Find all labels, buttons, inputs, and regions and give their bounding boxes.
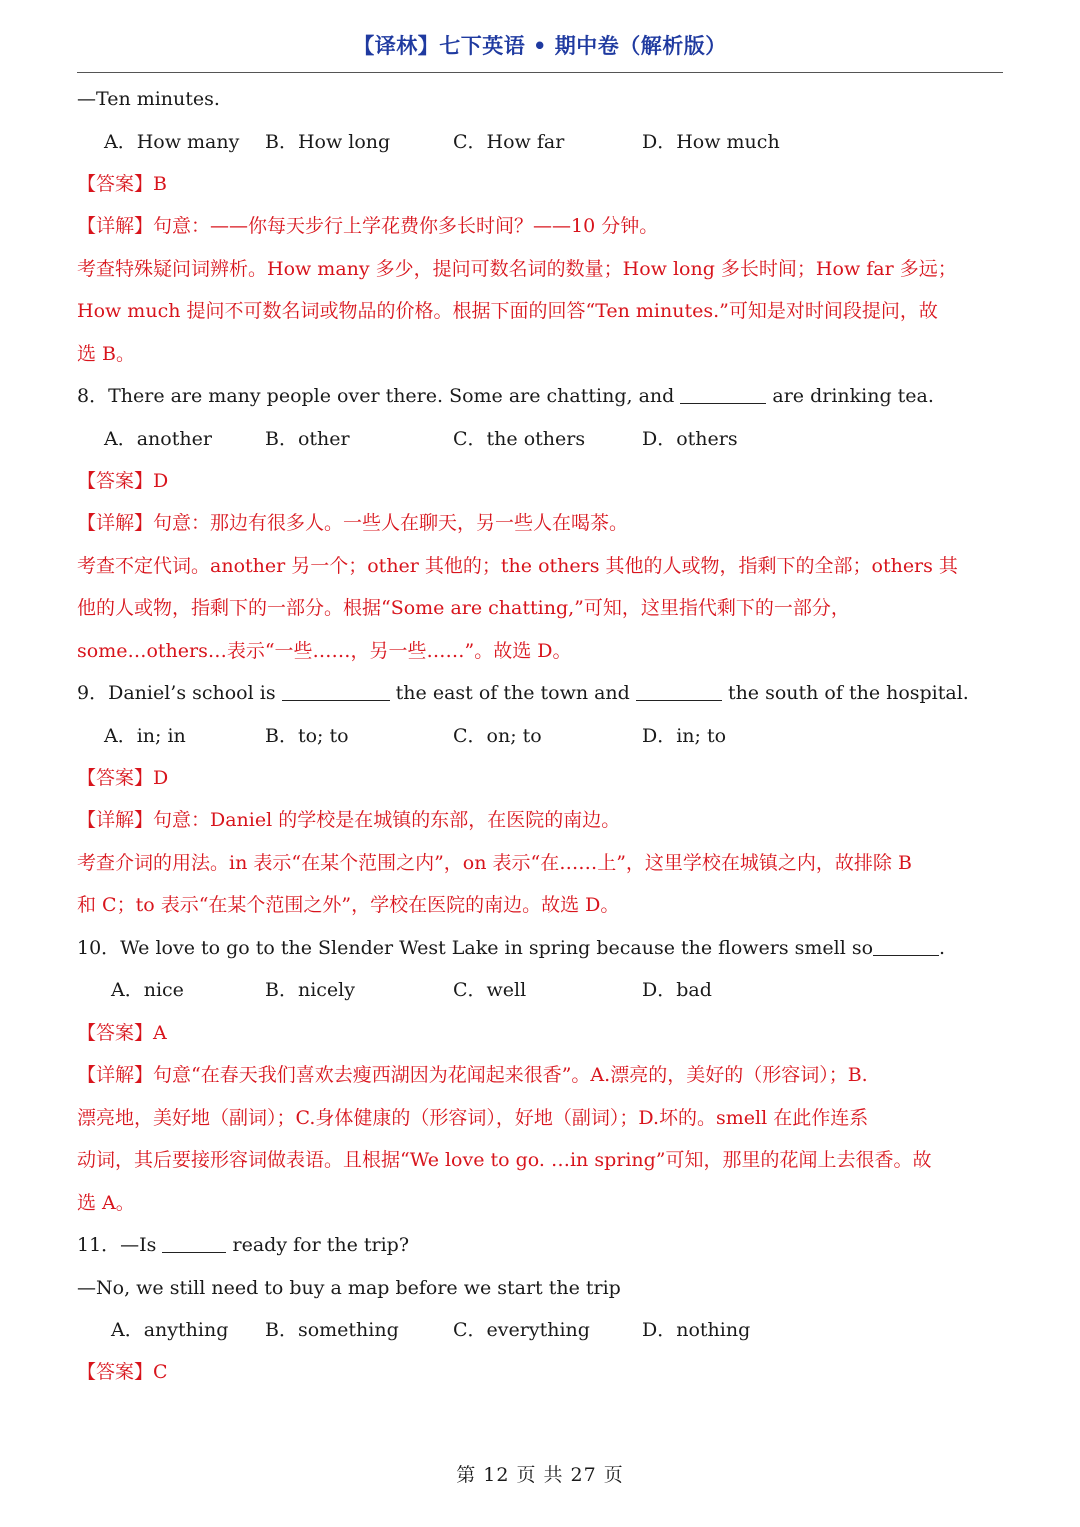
q11-option-c: C．everything [453,1319,590,1341]
q9-option-d: D．in; to [642,725,727,747]
q7-option-b: B．How long [265,131,391,153]
q8-stem [77,383,934,409]
q11-option-d: D．nothing [642,1319,751,1341]
q10-key: 【答案】A [77,1022,167,1044]
q7-answer-line: —Ten minutes. [77,88,220,110]
q7-analysis-line: How much 提问不可数名词或物品的价格。根据下面的回答“Ten minutes.”可知是对时间段提问，故 [77,300,938,322]
q9-analysis-line: 考查介词的用法。in 表示“在某个范围之内”，on 表示“在……上”，这里学校在城镇之内，故排除 B [77,852,912,874]
q7-analysis-line: 选 B。 [77,343,136,365]
q11-blank [162,1234,226,1253]
q9-option-c: C．on; to [453,725,542,747]
q10-option-a: A．nice [111,979,184,1001]
q9-analysis-line: 和 C；to 表示“在某个范围之外”，学校在医院的南边。故选 D。 [77,894,620,916]
q10-option-c: C．well [453,979,527,1001]
q11-option-b: B．something [265,1319,399,1341]
q11-key: 【答案】C [77,1361,168,1383]
q9-stem-part1: 9．Daniel’s school is [77,682,276,704]
q8-option-d: D．others [642,428,738,450]
q8-analysis-line: 他的人或物，指剩下的一部分。根据“Some are chatting,”可知，这里指代剩下的一部分， [77,597,850,619]
q10-stem-after: . [939,937,946,959]
q8-option-c: C．the others [453,428,586,450]
header-divider [77,72,1003,73]
q9-stem-part2: the east of the town and [395,682,630,704]
q7-option-c: C．How far [453,131,565,153]
q10-blank [873,937,939,956]
q10-stem [77,935,945,961]
q8-analysis-line: 考查不定代词。another 另一个；other 其他的；the others 其他的人或物，指剩下的全部；others 其 [77,555,958,577]
q9-option-b: B．to; to [265,725,349,747]
q7-analysis-line: 考查特殊疑问词辨析。How many 多少，提问可数名词的数量；How long 多长时间；How far 多远； [77,258,957,280]
q10-option-b: B．nicely [265,979,355,1001]
q10-stem-before: 10．We love to go to the Slender West Lake in spring because the flowers smell so [77,937,874,959]
q9-blank-1 [282,682,390,701]
q8-stem-before: 8．There are many people over there. Some are chatting, and [77,385,675,407]
q10-detail-line: 【详解】句意“在春天我们喜欢去瘦西湖因为花闻起来很香”。A.漂亮的，美好的（形容词）；B. [77,1064,868,1086]
q7-option-d: D．How much [642,131,780,153]
q8-stem-after: are drinking tea. [772,385,934,407]
page-number: 第 12 页 共 27 页 [456,1464,624,1486]
q11-option-a: A．anything [111,1319,229,1341]
q10-detail-line: 选 A。 [77,1192,135,1214]
q7-key: 【答案】B [77,173,167,195]
q8-analysis-line: some…others…表示“一些……，另一些……”。故选 D。 [77,640,572,662]
q11-reply: —No, we still need to buy a map before we start the trip [77,1277,621,1299]
q9-blank-2 [636,682,722,701]
q8-key: 【答案】D [77,470,169,492]
q11-stem-after: ready for the trip? [232,1234,410,1256]
q7-detail: 【详解】句意：——你每天步行上学花费你多长时间？——10 分钟。 [77,215,659,237]
q9-option-a: A．in; in [104,725,186,747]
q8-option-b: B．other [265,428,350,450]
q10-detail-line: 动词，其后要接形容词做表语。且根据“We love to go. …in spring”可知，那里的花闻上去很香。故 [77,1149,932,1171]
q8-option-a: A．another [104,428,212,450]
q8-blank [680,385,766,404]
q9-stem [77,680,969,706]
q8-detail: 【详解】句意：那边有很多人。一些人在聊天，另一些人在喝茶。 [77,512,629,534]
q9-detail: 【详解】句意：Daniel 的学校是在城镇的东部，在医院的南边。 [77,809,621,831]
q10-option-d: D．bad [642,979,712,1001]
q7-option-a: A．How many [104,131,240,153]
q10-detail-line: 漂亮地，美好地（副词）；C.身体健康的（形容词），好地（副词）；D.坏的。smell 在此作连系 [77,1107,869,1129]
q11-stem [77,1232,409,1258]
q9-key: 【答案】D [77,767,169,789]
q9-stem-part3: the south of the hospital. [727,682,969,704]
document-header: 【译林】七下英语 • 期中卷（解析版） [353,34,727,58]
q11-stem-before: 11．—Is [77,1234,157,1256]
